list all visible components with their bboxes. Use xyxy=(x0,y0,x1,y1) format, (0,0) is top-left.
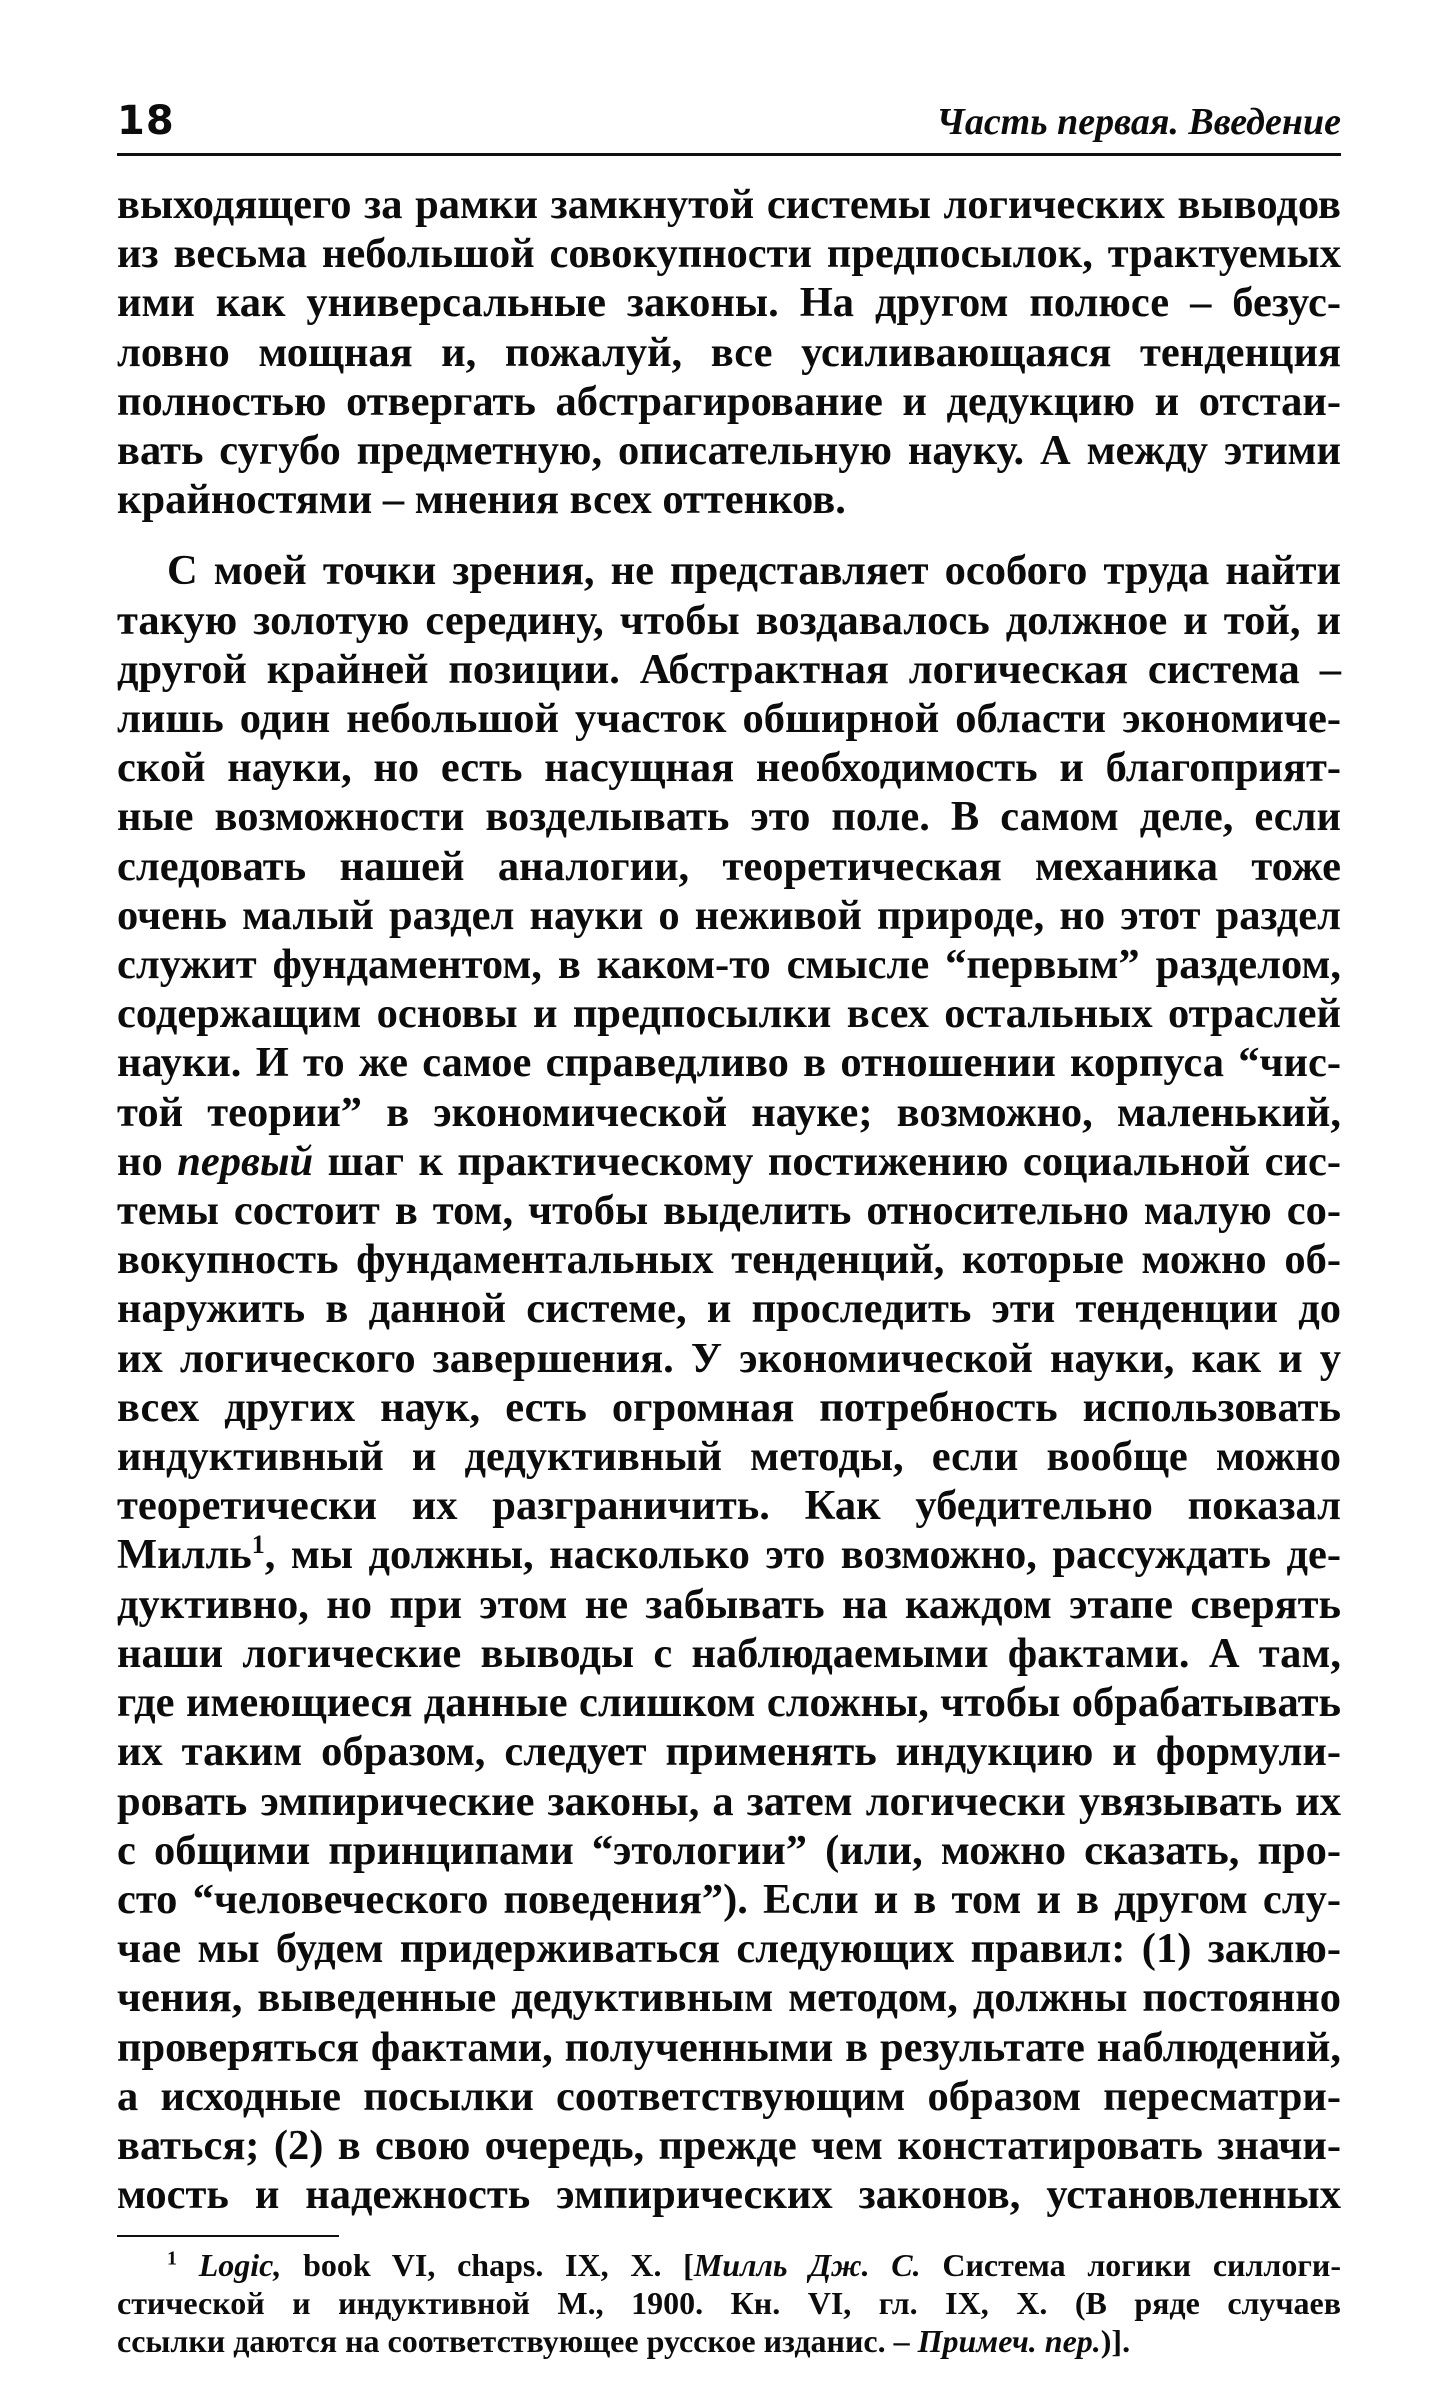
text-line: другой крайней позиции. Абстрактная логическая система – xyxy=(117,645,1341,693)
footnote xyxy=(117,2246,1341,2360)
paragraph-2 xyxy=(117,546,1341,2219)
footnote-rule xyxy=(117,2235,339,2237)
running-title: Часть первая. Введение xyxy=(936,101,1341,143)
footnote-line: стической и индуктивной М., 1900. Кн. VI, гл. IX, X. (В ряде случаев xyxy=(117,2285,1341,2321)
text-line: сто “человеческого поведения”). Если и в том и в другом слу- xyxy=(117,1875,1341,1923)
italic-word: первый xyxy=(177,1137,314,1185)
text-line: их таким образом, следует применять индукцию и формули- xyxy=(117,1728,1341,1776)
text-line: полностью отвергать абстрагирование и дедукцию и отстаи- xyxy=(117,377,1341,425)
footnote-italic: Logic, xyxy=(198,2247,282,2283)
text-line: теоретически их разграничить. Как убедительно показал xyxy=(117,1482,1341,1530)
text-line: с общими принципами “этологии” (или, можно сказать, про- xyxy=(117,1826,1341,1874)
text-line: вать сугубо предметную, описательную науку. А между этими xyxy=(117,427,1341,475)
text-fragment: , мы должны, насколько это возможно, рассуждать де- xyxy=(264,1531,1341,1579)
text-line: ловно мощная и, пожалуй, все усиливающаяся тенденция xyxy=(117,328,1341,376)
text-fragment: Милль xyxy=(117,1531,252,1579)
text-line: их логического завершения. У экономической науки, как и у xyxy=(117,1334,1341,1382)
text-line: темы состоит в том, чтобы выделить относительно малую со- xyxy=(117,1187,1341,1235)
text-line: а исходные посылки соответствующим образом пересматри- xyxy=(117,2072,1341,2120)
text-line: крайностями – мнения всех оттенков. xyxy=(117,476,846,524)
text-line: из весьма небольшой совокупности предпосылок, трактуемых xyxy=(117,230,1341,278)
text-line: той теории” в экономической науке; возможно, маленький, xyxy=(117,1088,1341,1136)
paragraph-1 xyxy=(117,180,1341,524)
text-line: чае мы будем придерживаться следующих правил: (1) заклю- xyxy=(117,1925,1341,1973)
text-line: очень малый раздел науки о неживой природе, но этот раздел xyxy=(117,891,1341,939)
text-fragment: но xyxy=(117,1137,178,1185)
footnote-line xyxy=(117,2246,1341,2284)
text-line: всех других наук, есть огромная потребность использовать xyxy=(117,1383,1341,1431)
text-line: ской науки, но есть насущная необходимость и благоприят- xyxy=(117,744,1341,792)
text-line: содержащим основы и предпосылки всех остальных отраслей xyxy=(117,990,1341,1038)
text-line: ими как универсальные законы. На другом полюсе – безус- xyxy=(117,279,1341,327)
text-line: выходящего за рамки замкнутой системы логических выводов xyxy=(117,181,1341,228)
footnote-text: Система логики силлоги- xyxy=(920,2247,1342,2283)
text-line: проверяться фактами, полученными в результате наблюдений, xyxy=(117,2023,1341,2071)
text-line-italic xyxy=(117,1137,1341,1186)
text-line: ные возможности возделывать это поле. В самом деле, если xyxy=(117,793,1341,841)
footnote-line xyxy=(117,2322,1341,2360)
text-line: чения, выведенные дедуктивным методом, должны постоянно xyxy=(117,1974,1341,2022)
footnote-marker: 1 xyxy=(167,2247,177,2270)
text-line: лишь один небольшой участок обширной области экономиче- xyxy=(117,695,1341,743)
text-line: наружить в данной системе, и проследить эти тенденции до xyxy=(117,1285,1341,1333)
text-line: ровать эмпирические законы, а затем логически увязывать их xyxy=(117,1777,1341,1825)
footnote-reference[interactable]: 1 xyxy=(251,1530,265,1560)
footnote-text: )]. xyxy=(1100,2323,1131,2359)
text-line: индуктивный и дедуктивный методы, если вообще можно xyxy=(117,1433,1341,1481)
footnote-text: book VI, chaps. IX, X. [ xyxy=(281,2247,694,2283)
text-line: где имеющиеся данные слишком сложны, чтобы обрабатывать xyxy=(117,1679,1341,1727)
text-line: мость и надежность эмпирических законов, установленных xyxy=(117,2171,1341,2219)
text-fragment: шаг к практическому постижению социальной сис- xyxy=(313,1137,1341,1185)
text-line: дуктивно, но при этом не забывать на каждом этапе сверять xyxy=(117,1580,1341,1628)
header-rule xyxy=(117,153,1341,156)
footnote-italic: Примеч. пер. xyxy=(917,2323,1101,2359)
text-line: вокупность фундаментальных тенденций, которые можно об- xyxy=(117,1236,1341,1284)
text-line: служит фундаментом, в каком-то смысле “первым” разделом, xyxy=(117,941,1341,989)
text-line: такую золотую середину, чтобы воздавалось должное и той, и xyxy=(117,596,1341,644)
text-line: ваться; (2) в свою очередь, прежде чем констатировать значи- xyxy=(117,2121,1341,2169)
page-number: 18 xyxy=(117,98,175,144)
footnote-text: ссылки даются на соответствующее русское изданис. – xyxy=(117,2323,918,2359)
page-header xyxy=(117,92,1341,152)
main-text xyxy=(117,180,1341,2219)
text-line: науки. И то же самое справедливо в отношении корпуса “чис- xyxy=(117,1039,1341,1087)
footnote-italic: Милль Дж. С. xyxy=(693,2247,921,2283)
text-line: наши логические выводы с наблюдаемыми фактами. А там, xyxy=(117,1629,1341,1677)
text-line: следовать нашей аналогии, теоретическая механика тоже xyxy=(117,842,1341,890)
text-line: С моей точки зрения, не представляет особого труда найти xyxy=(167,547,1341,595)
text-line-mill xyxy=(117,1530,1341,1579)
